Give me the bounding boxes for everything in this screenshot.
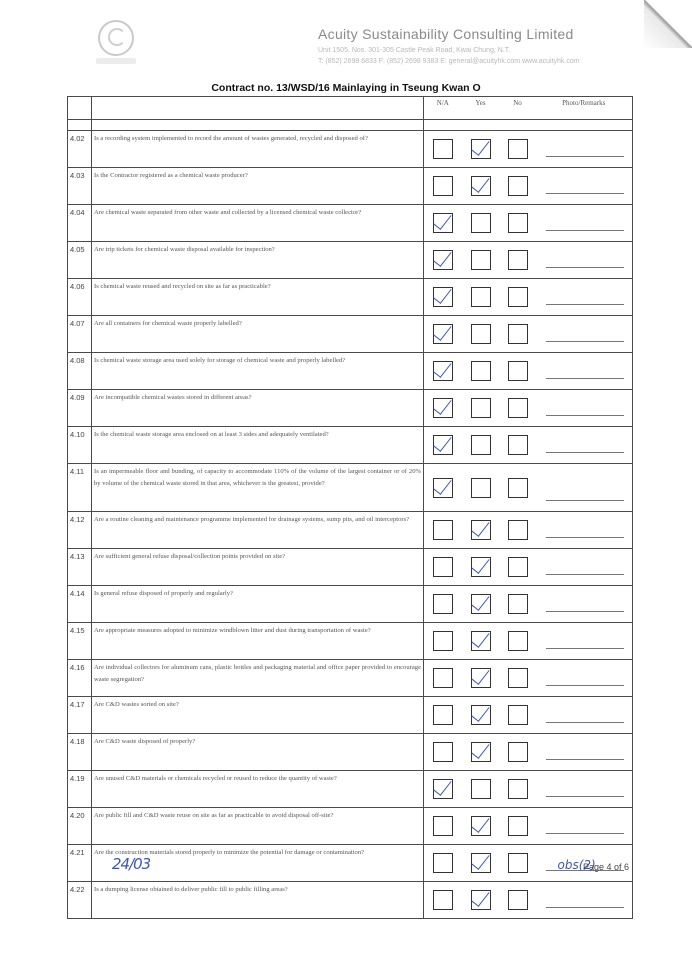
- answer-cell-na: [424, 464, 462, 512]
- item-number: 4.15: [68, 623, 92, 660]
- question-text: Is a dumping license obtained to deliver public fill to public filling areas?: [92, 882, 424, 919]
- answer-cell-na: [424, 845, 462, 882]
- table-row: [68, 427, 633, 464]
- remarks-cell: [536, 390, 633, 427]
- answer-cell-na: [424, 168, 462, 205]
- answer-cell-yes: [462, 168, 500, 205]
- question-text: Is chemical waste reused and recycled on site as far as practicable?: [92, 279, 424, 316]
- item-number: 4.05: [68, 242, 92, 279]
- answer-cell-yes: [462, 660, 500, 697]
- answer-cell-no: [500, 316, 536, 353]
- handwritten-remark: obs(2): [557, 858, 596, 872]
- checkbox-yes[interactable]: [471, 779, 491, 799]
- item-number: 4.20: [68, 808, 92, 845]
- header-remarks: Photo/Remarks: [536, 97, 633, 120]
- checkbox-no[interactable]: [508, 631, 528, 651]
- table-row: [68, 882, 633, 919]
- page-corner-fold: [644, 0, 692, 48]
- answer-cell-no: [500, 279, 536, 316]
- answer-cell-na: [424, 353, 462, 390]
- table-row: [68, 549, 633, 586]
- item-number: 4.09: [68, 390, 92, 427]
- checkbox-yes[interactable]: [471, 324, 491, 344]
- remarks-line[interactable]: [546, 341, 625, 342]
- header-item-no: [68, 97, 92, 120]
- answer-cell-na: [424, 882, 462, 919]
- checkbox-na[interactable]: [433, 176, 453, 196]
- item-number: 4.16: [68, 660, 92, 697]
- answer-cell-na: [424, 131, 462, 168]
- page-number: Page 4 of 6: [583, 862, 630, 872]
- table-row: [68, 131, 633, 168]
- answer-cell-yes: [462, 771, 500, 808]
- table-row: [68, 586, 633, 623]
- answer-cell-yes: [462, 808, 500, 845]
- checkbox-yes[interactable]: [471, 435, 491, 455]
- question-text: Are all containers for chemical waste properly labelled?: [92, 316, 424, 353]
- question-text: Are C&D wastes sorted on site?: [92, 697, 424, 734]
- answer-cell-yes: [462, 734, 500, 771]
- waste-checklist-table: [67, 96, 633, 919]
- remarks-line[interactable]: [546, 156, 625, 157]
- answer-cell-no: [500, 512, 536, 549]
- checkbox-na[interactable]: [433, 557, 453, 577]
- item-number: 4.14: [68, 586, 92, 623]
- answer-cell-yes: [462, 427, 500, 464]
- checkbox-no[interactable]: [508, 478, 528, 498]
- remarks-line[interactable]: [546, 415, 625, 416]
- remarks-line[interactable]: [546, 267, 625, 268]
- answer-cell-yes: [462, 279, 500, 316]
- contract-title: Contract no. 13/WSD/16 Mainlaying in Tseung Kwan O: [211, 82, 481, 94]
- remarks-cell: [536, 464, 633, 512]
- answer-cell-na: [424, 771, 462, 808]
- answer-cell-na: [424, 660, 462, 697]
- remarks-line[interactable]: [546, 611, 625, 612]
- checkbox-na[interactable]: [433, 742, 453, 762]
- answer-cell-no: [500, 734, 536, 771]
- answer-cell-yes: [462, 845, 500, 882]
- answer-cell-no: [500, 697, 536, 734]
- table-row: [68, 623, 633, 660]
- table-row: [68, 845, 633, 882]
- remarks-cell: [536, 131, 633, 168]
- answer-cell-no: [500, 168, 536, 205]
- table-row: [68, 660, 633, 697]
- answer-cell-no: [500, 205, 536, 242]
- answer-cell-no: [500, 882, 536, 919]
- answer-cell-na: [424, 279, 462, 316]
- answer-cell-yes: [462, 586, 500, 623]
- item-number: 4.10: [68, 427, 92, 464]
- remarks-cell: [536, 279, 633, 316]
- answer-cell-no: [500, 549, 536, 586]
- remarks-cell: [536, 734, 633, 771]
- answer-cell-yes: [462, 882, 500, 919]
- answer-cell-no: [500, 623, 536, 660]
- item-number: 4.04: [68, 205, 92, 242]
- checkbox-no[interactable]: [508, 520, 528, 540]
- answer-cell-yes: [462, 512, 500, 549]
- remarks-cell: [536, 623, 633, 660]
- checkbox-yes[interactable]: [471, 250, 491, 270]
- question-text: Are a routine cleaning and maintenance programme implemented for drainage systems, sump pits, and oil interceptors?: [92, 512, 424, 549]
- answer-cell-yes: [462, 131, 500, 168]
- item-number: 4.18: [68, 734, 92, 771]
- checkbox-no[interactable]: [508, 594, 528, 614]
- answer-cell-no: [500, 808, 536, 845]
- remarks-line[interactable]: [546, 304, 625, 305]
- checkbox-yes[interactable]: [471, 478, 491, 498]
- handwritten-date-signature: 24/03: [112, 855, 151, 873]
- answer-cell-na: [424, 512, 462, 549]
- table-row: [68, 205, 633, 242]
- checkbox-no[interactable]: [508, 361, 528, 381]
- item-number: 4.02: [68, 131, 92, 168]
- table-row: [68, 279, 633, 316]
- answer-cell-na: [424, 390, 462, 427]
- question-text: Are the construction materials stored properly to minimize the potential for damage or contamination?: [92, 845, 424, 882]
- checkbox-na[interactable]: [433, 890, 453, 910]
- checkbox-no[interactable]: [508, 324, 528, 344]
- remarks-line[interactable]: [546, 907, 625, 908]
- company-contact: T: (852) 2698 6833 F: (852) 2698 9383 E: general@acuityhk.com www.acuityhk.com: [318, 58, 580, 65]
- remarks-line[interactable]: [546, 722, 625, 723]
- checkbox-na[interactable]: [433, 520, 453, 540]
- question-text: Are chemical waste separated from other waste and collected by a licensed chemical waste collector?: [92, 205, 424, 242]
- table-header-row: [68, 97, 633, 120]
- remarks-line[interactable]: [546, 833, 625, 834]
- answer-cell-no: [500, 586, 536, 623]
- answer-cell-yes: [462, 316, 500, 353]
- question-text: Are incompatible chemical wastes stored in different areas?: [92, 390, 424, 427]
- checkbox-no[interactable]: [508, 398, 528, 418]
- remarks-cell: [536, 316, 633, 353]
- table-row: [68, 512, 633, 549]
- checkbox-no[interactable]: [508, 853, 528, 873]
- spacer-row: [68, 120, 633, 131]
- remarks-line[interactable]: [546, 452, 625, 453]
- remarks-cell: [536, 586, 633, 623]
- header-question: [92, 97, 424, 120]
- answer-cell-no: [500, 390, 536, 427]
- remarks-cell: [536, 205, 633, 242]
- remarks-line[interactable]: [546, 574, 625, 575]
- answer-cell-yes: [462, 390, 500, 427]
- logo-caption: [96, 58, 136, 64]
- remarks-line[interactable]: [546, 378, 625, 379]
- table-row: [68, 353, 633, 390]
- answer-cell-no: [500, 131, 536, 168]
- checkbox-na[interactable]: [433, 594, 453, 614]
- item-number: 4.03: [68, 168, 92, 205]
- checkbox-no[interactable]: [508, 705, 528, 725]
- item-number: 4.06: [68, 279, 92, 316]
- table-row: [68, 464, 633, 512]
- answer-cell-na: [424, 697, 462, 734]
- question-text: Is the Contractor registered as a chemical waste producer?: [92, 168, 424, 205]
- table-row: [68, 697, 633, 734]
- answer-cell-no: [500, 427, 536, 464]
- question-text: Is a recording system implemented to record the amount of wastes generated, recycled and disposed of?: [92, 131, 424, 168]
- question-text: Is chemical waste storage area used solely for storage of chemical waste and properly labelled?: [92, 353, 424, 390]
- checkbox-na[interactable]: [433, 816, 453, 836]
- checkbox-yes[interactable]: [471, 287, 491, 307]
- answer-cell-yes: [462, 623, 500, 660]
- remarks-line[interactable]: [546, 796, 625, 797]
- checkbox-na[interactable]: [433, 139, 453, 159]
- checkbox-na[interactable]: [433, 705, 453, 725]
- item-number: 4.22: [68, 882, 92, 919]
- checkbox-no[interactable]: [508, 213, 528, 233]
- item-number: 4.17: [68, 697, 92, 734]
- answer-cell-yes: [462, 697, 500, 734]
- remarks-cell: [536, 882, 633, 919]
- answer-cell-na: [424, 623, 462, 660]
- question-text: Is the chemical waste storage area enclosed on at least 3 sides and adequately ventilated?: [92, 427, 424, 464]
- answer-cell-na: [424, 808, 462, 845]
- question-text: Are sufficient general refuse disposal/collection points provided on site?: [92, 549, 424, 586]
- answer-cell-no: [500, 464, 536, 512]
- checkbox-no[interactable]: [508, 287, 528, 307]
- remarks-cell: [536, 697, 633, 734]
- answer-cell-na: [424, 586, 462, 623]
- checkbox-no[interactable]: [508, 816, 528, 836]
- question-text: Are public fill and C&D waste reuse on site as far as practicable to avoid disposal off-site?: [92, 808, 424, 845]
- answer-cell-na: [424, 734, 462, 771]
- question-text: Is an impermeable floor and bunding, of capacity to accommodate 110% of the volume of the largest container or of 20% by volume of the chemical waste stored in that area, whichever is the greatest, provide?: [92, 464, 424, 512]
- table-row: [68, 242, 633, 279]
- table-row: [68, 734, 633, 771]
- remarks-cell: [536, 512, 633, 549]
- answer-cell-yes: [462, 205, 500, 242]
- answer-cell-na: [424, 205, 462, 242]
- answer-cell-no: [500, 845, 536, 882]
- header-na: N/A: [424, 97, 462, 120]
- checkbox-na[interactable]: [433, 668, 453, 688]
- answer-cell-no: [500, 353, 536, 390]
- remarks-cell: [536, 808, 633, 845]
- answer-cell-yes: [462, 242, 500, 279]
- item-number: 4.21: [68, 845, 92, 882]
- table-row: [68, 168, 633, 205]
- table-row: [68, 390, 633, 427]
- answer-cell-yes: [462, 464, 500, 512]
- answer-cell-no: [500, 660, 536, 697]
- answer-cell-na: [424, 427, 462, 464]
- remarks-cell: [536, 242, 633, 279]
- answer-cell-no: [500, 242, 536, 279]
- answer-cell-na: [424, 316, 462, 353]
- question-text: Is general refuse disposed of properly and regularly?: [92, 586, 424, 623]
- item-number: 4.08: [68, 353, 92, 390]
- checkbox-no[interactable]: [508, 742, 528, 762]
- answer-cell-na: [424, 549, 462, 586]
- remarks-cell: [536, 549, 633, 586]
- header-yes: Yes: [462, 97, 500, 120]
- remarks-line[interactable]: [546, 648, 625, 649]
- answer-cell-no: [500, 771, 536, 808]
- checkbox-yes[interactable]: [471, 213, 491, 233]
- table-row: [68, 771, 633, 808]
- table-row: [68, 316, 633, 353]
- checkbox-no[interactable]: [508, 668, 528, 688]
- answer-cell-yes: [462, 549, 500, 586]
- remarks-line[interactable]: [546, 759, 625, 760]
- checkbox-no[interactable]: [508, 557, 528, 577]
- remarks-line[interactable]: [546, 193, 625, 194]
- company-address: Unit 1505, Nos. 301-305 Castle Peak Road, Kwai Chung, N.T.: [318, 47, 511, 54]
- company-logo-icon: [98, 20, 134, 56]
- checkbox-no[interactable]: [508, 890, 528, 910]
- question-text: Are individual collectors for aluminum cans, plastic bottles and packaging material and office paper provided to encourage waste segregation?: [92, 660, 424, 697]
- header-no: No: [500, 97, 536, 120]
- checkbox-no[interactable]: [508, 176, 528, 196]
- item-number: 4.12: [68, 512, 92, 549]
- answer-cell-na: [424, 242, 462, 279]
- checkbox-yes[interactable]: [471, 361, 491, 381]
- question-text: Are unused C&D materials or chemicals recycled or reused to reduce the quantity of waste?: [92, 771, 424, 808]
- item-number: 4.13: [68, 549, 92, 586]
- remarks-cell: [536, 771, 633, 808]
- company-name: Acuity Sustainability Consulting Limited: [318, 26, 574, 42]
- remarks-line[interactable]: [546, 500, 625, 501]
- checkbox-no[interactable]: [508, 779, 528, 799]
- item-number: 4.19: [68, 771, 92, 808]
- question-text: Are C&D waste disposed of properly?: [92, 734, 424, 771]
- checkbox-na[interactable]: [433, 853, 453, 873]
- item-number: 4.07: [68, 316, 92, 353]
- remarks-cell: [536, 427, 633, 464]
- answer-cell-yes: [462, 353, 500, 390]
- checkbox-na[interactable]: [433, 631, 453, 651]
- remarks-cell: [536, 660, 633, 697]
- question-text: Are trip tickets for chemical waste disposal available for inspection?: [92, 242, 424, 279]
- remarks-line[interactable]: [546, 685, 625, 686]
- checkbox-yes[interactable]: [471, 398, 491, 418]
- checkbox-no[interactable]: [508, 250, 528, 270]
- checkbox-no[interactable]: [508, 139, 528, 159]
- remarks-cell: [536, 353, 633, 390]
- question-text: Are appropriate measures adopted to minimize windblown litter and dust during transportation of waste?: [92, 623, 424, 660]
- remarks-line[interactable]: [546, 537, 625, 538]
- remarks-cell: [536, 168, 633, 205]
- checkbox-no[interactable]: [508, 435, 528, 455]
- remarks-line[interactable]: [546, 230, 625, 231]
- table-row: [68, 808, 633, 845]
- item-number: 4.11: [68, 464, 92, 512]
